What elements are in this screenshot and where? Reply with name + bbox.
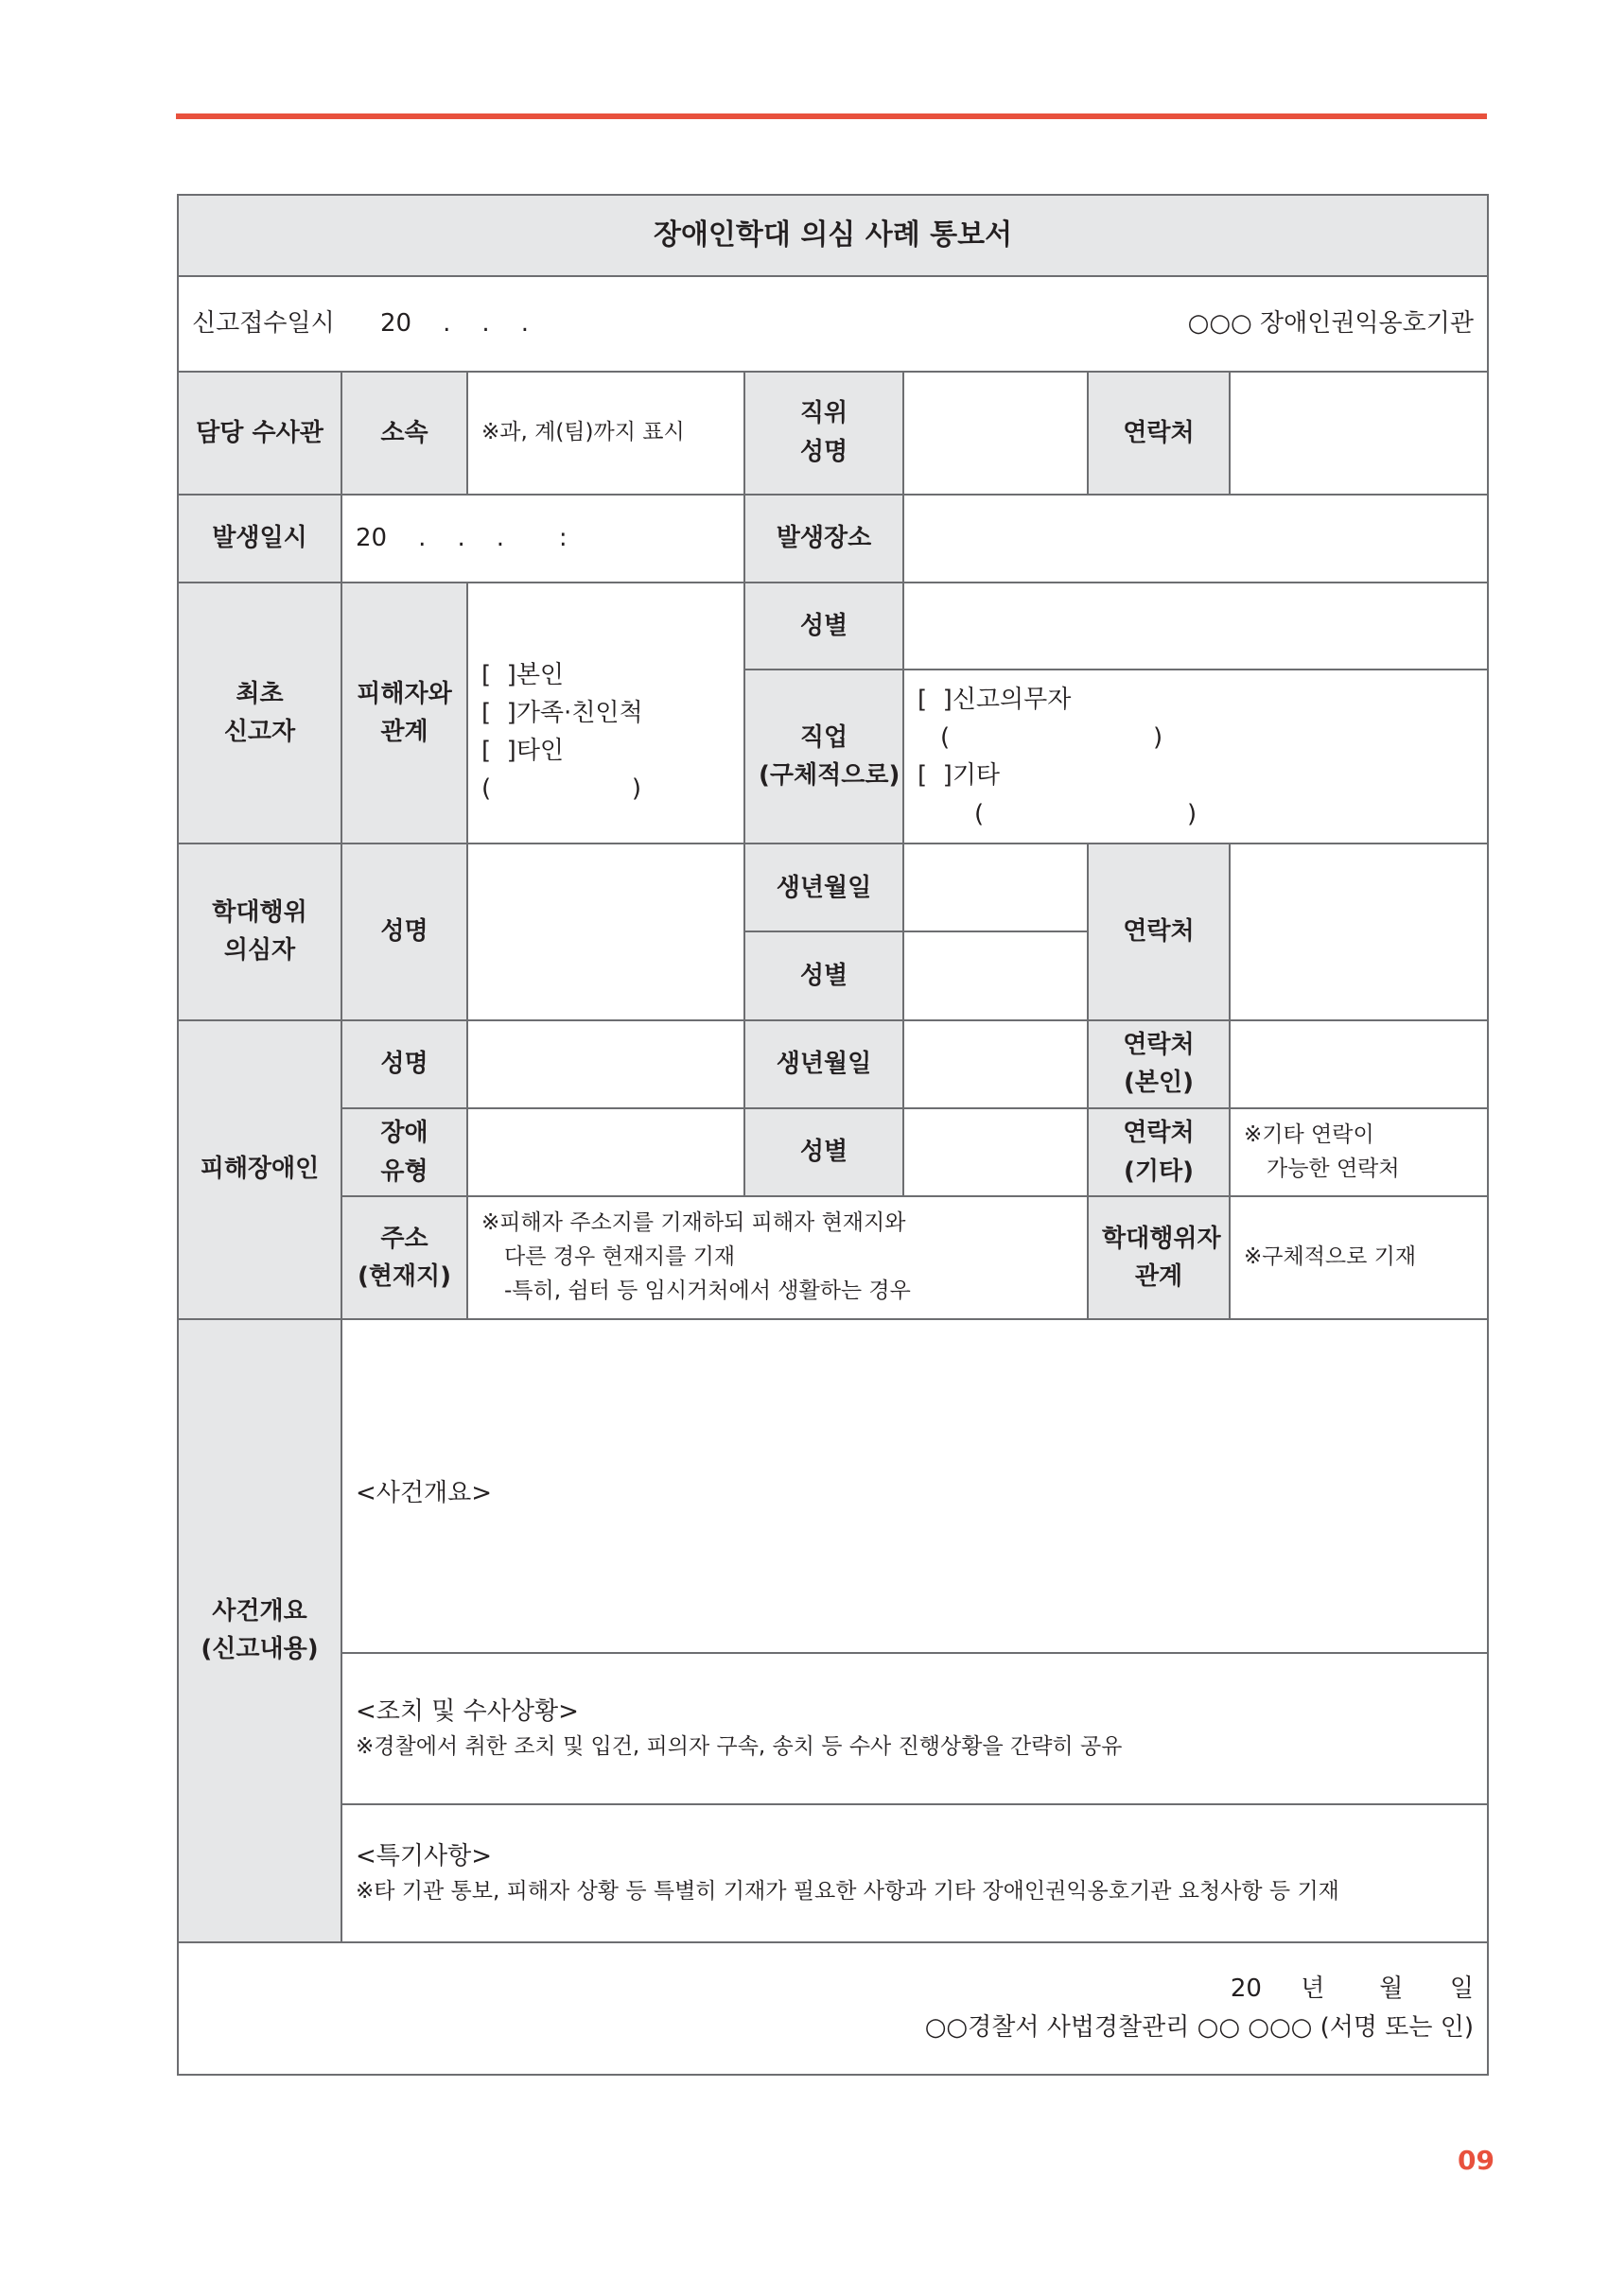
receipt-date[interactable]: 20 . . . xyxy=(379,309,530,339)
affiliation-label: 소속 xyxy=(341,372,467,495)
job-option-other[interactable]: [ ]기타 xyxy=(918,761,1001,791)
relation-options[interactable] xyxy=(467,583,744,844)
occurrence-date-label: 발생일시 xyxy=(178,495,341,583)
relation-option-other-detail[interactable]: ( ) xyxy=(481,774,642,804)
victim-contact-other-field[interactable]: ※기타 연락이 가능한 연락처 xyxy=(1230,1108,1488,1196)
victim-birth-label: 생년월일 xyxy=(744,1020,903,1108)
suspect-contact-label: 연락처 xyxy=(1088,844,1230,1020)
disability-type-label: 장애 유형 xyxy=(341,1108,467,1196)
top-accent-rule xyxy=(176,113,1487,119)
position-name-field[interactable] xyxy=(903,372,1088,495)
job-option-other-detail[interactable]: ( ) xyxy=(974,799,1197,828)
affiliation-field[interactable] xyxy=(467,372,744,495)
suspect-label: 학대행위 의심자 xyxy=(178,844,341,1020)
reporter-job-options[interactable] xyxy=(903,670,1488,844)
incident-summary-field[interactable] xyxy=(341,1319,1488,1653)
officer-label: 담당 수사관 xyxy=(178,372,341,495)
job-option-mandatory-detail[interactable]: ( ) xyxy=(940,722,1163,752)
special-notes-heading: <특기사항> xyxy=(356,1841,493,1870)
relation-option-family[interactable]: [ ]가족·친인척 xyxy=(481,698,643,727)
victim-gender-field[interactable] xyxy=(903,1108,1088,1196)
special-notes-note: ※타 기관 통보, 피해자 상황 등 특별히 기재가 필요한 사항과 기타 장애인권익옹호기관 요청사항 등 기재 xyxy=(356,1879,1339,1905)
victim-name-field[interactable] xyxy=(467,1020,744,1108)
signature-date: 20 년 월 일 xyxy=(1230,1974,1475,2004)
relation-option-other[interactable]: [ ]타인 xyxy=(481,737,565,766)
relation-option-self[interactable]: [ ]본인 xyxy=(481,660,565,689)
signature-signer: ○○경찰서 사법경찰관리 ○○ ○○○ (서명 또는 인) xyxy=(924,2012,1475,2042)
abuser-relation-label: 학대행위자 관계 xyxy=(1088,1196,1230,1318)
receipt-row xyxy=(178,276,1488,371)
victim-label: 피해장애인 xyxy=(178,1020,341,1319)
suspect-gender-field[interactable] xyxy=(903,931,1088,1019)
action-status-note: ※경찰에서 취한 조치 및 입건, 피의자 구속, 송치 등 수사 진행상황을 간략히 공유 xyxy=(356,1734,1123,1760)
abuse-report-form xyxy=(177,194,1489,2076)
form-title: 장애인학대 의심 사례 통보서 xyxy=(178,195,1488,276)
receiving-agency: ○○○ 장애인권익옹호기관 xyxy=(1187,309,1475,339)
receipt-label: 신고접수일시 xyxy=(192,309,335,339)
victim-gender-label: 성별 xyxy=(744,1108,903,1196)
position-name-label: 직위 성명 xyxy=(744,372,903,495)
page-number: 09 xyxy=(1458,2145,1494,2176)
suspect-contact-field[interactable] xyxy=(1230,844,1488,1020)
victim-name-label: 성명 xyxy=(341,1020,467,1108)
suspect-birth-label: 생년월일 xyxy=(744,844,903,931)
occurrence-date-field[interactable]: 20 . . . : xyxy=(341,495,744,583)
officer-contact-label: 연락처 xyxy=(1088,372,1230,495)
victim-contact-self-label: 연락처 (본인) xyxy=(1088,1020,1230,1108)
action-status-heading: <조치 및 수사상황> xyxy=(356,1696,579,1726)
job-option-mandatory[interactable]: [ ]신고의무자 xyxy=(918,685,1072,714)
occurrence-place-field[interactable] xyxy=(903,495,1488,583)
victim-contact-self-field[interactable] xyxy=(1230,1020,1488,1108)
incident-summary-heading: <사건개요> xyxy=(356,1478,493,1507)
officer-contact-field[interactable] xyxy=(1230,372,1488,495)
reporter-label: 최초 신고자 xyxy=(178,583,341,844)
occurrence-place-label: 발생장소 xyxy=(744,495,903,583)
reporter-gender-label: 성별 xyxy=(744,583,903,670)
disability-type-field[interactable] xyxy=(467,1108,744,1196)
suspect-name-field[interactable] xyxy=(467,844,744,1020)
address-field[interactable]: ※피해자 주소지를 기재하되 피해자 현재지와 다른 경우 현재지를 기재 -특히, 쉼터 등 임시거처에서 생활하는 경우 xyxy=(467,1196,1088,1318)
affiliation-note: ※과, 계(팀)까지 표시 xyxy=(481,419,685,444)
suspect-name-label: 성명 xyxy=(341,844,467,1020)
victim-birth-field[interactable] xyxy=(903,1020,1088,1108)
action-status-field[interactable] xyxy=(341,1653,1488,1804)
address-label: 주소 (현재지) xyxy=(341,1196,467,1318)
special-notes-field[interactable] xyxy=(341,1804,1488,1941)
reporter-job-label: 직업 (구체적으로) xyxy=(744,670,903,844)
reporter-gender-field[interactable] xyxy=(903,583,1488,670)
relation-label: 피해자와 관계 xyxy=(341,583,467,844)
signature-block[interactable] xyxy=(178,1942,1488,2076)
suspect-gender-label: 성별 xyxy=(744,931,903,1019)
abuser-relation-field[interactable]: ※구체적으로 기재 xyxy=(1230,1196,1488,1318)
incident-label: 사건개요 (신고내용) xyxy=(178,1319,341,1942)
suspect-birth-field[interactable] xyxy=(903,844,1088,931)
victim-contact-other-label: 연락처 (기타) xyxy=(1088,1108,1230,1196)
